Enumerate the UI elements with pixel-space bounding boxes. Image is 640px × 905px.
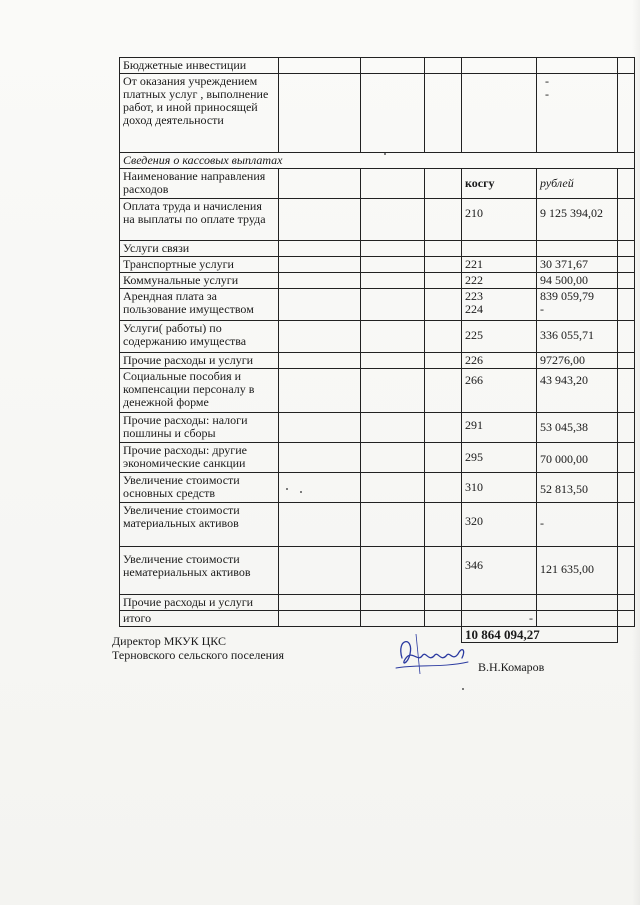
table-row [120,74,635,153]
table-row [120,241,635,257]
signature-name: В.Н.Комаров [478,660,545,674]
row-code: 226 [462,353,537,369]
signature-block [112,634,284,662]
row-value [537,241,618,257]
row-label: Услуги( работы) по содержанию имущества [120,321,279,353]
row-label: Увеличение стоимости нематериальных активов [120,547,279,595]
table-row [120,353,635,369]
table-row [120,595,635,611]
row-code: 210 [462,199,537,241]
row-code [462,289,537,321]
row-label: От оказания учреждением платных услуг , выполнение работ, и иной приносящей доход деятельности [120,74,279,153]
row-value: 43 943,20 [537,369,618,413]
row-value [537,289,618,321]
row-value-a: 839 059,79 [540,289,594,303]
value-dash-2: - [545,87,549,101]
row-code: 222 [462,273,537,289]
row-value: - [537,503,618,547]
signature-title: Директор МКУК ЦКС [112,634,226,648]
section-title-row [120,153,635,169]
row-code: 320 [462,503,537,547]
row-label: Бюджетные инвестиции [120,58,279,74]
row-label: Прочие расходы и услуги [120,353,279,369]
row-label: Увеличение стоимости основных средств [120,473,279,503]
row-code: 221 [462,257,537,273]
row-value [537,595,618,611]
row-value [537,74,618,153]
signature-organization: Терновского сельского поселения [112,648,285,662]
row-value: 30 371,67 [537,257,618,273]
row-value: 121 635,00 [537,547,618,595]
row-code [462,595,537,611]
speck [462,688,464,690]
row-code: 295 [462,443,537,473]
row-code: 225 [462,321,537,353]
row-label: Услуги связи [120,241,279,257]
row-label: Арендная плата за пользование имуществом [120,289,279,321]
row-label: Прочие расходы: налоги пошлины и сборы [120,413,279,443]
row-value: 94 500,00 [537,273,618,289]
table-row [120,289,635,321]
row-code-a: 223 [465,289,483,303]
row-value: 53 045,38 [537,413,618,443]
row-label: Социальные пособия и компенсации персоналу в денежной форме [120,369,279,413]
table-row [120,547,635,595]
row-label: Увеличение стоимости материальных активов [120,503,279,547]
row-value: 9 125 394,02 [537,199,618,241]
handwritten-signature [392,628,472,676]
header-code: косгу [462,169,537,199]
row-label: Оплата труда и начисления на выплаты по оплате труда [120,199,279,241]
table-row [120,199,635,241]
section-title: Сведения о кассовых выплатах [120,153,635,169]
row-value: 70 000,00 [537,443,618,473]
table-row [120,58,635,74]
table-row [120,321,635,353]
row-code-b: 224 [465,302,483,316]
total-dash: - [462,611,537,627]
row-code [462,241,537,257]
table-row [120,503,635,547]
payments-table [119,57,635,643]
row-code: 291 [462,413,537,443]
table-row [120,273,635,289]
header-row [120,169,635,199]
row-value: 336 055,71 [537,321,618,353]
table-row [120,413,635,443]
table-row [120,443,635,473]
row-value [537,58,618,74]
value-dash: - [545,74,549,88]
speck [384,153,386,155]
total-row [120,611,635,627]
total-value: 10 864 094,27 [462,627,618,643]
table-row [120,257,635,273]
row-label: Транспортные услуги [120,257,279,273]
table-row [120,369,635,413]
row-label: Прочие расходы и услуги [120,595,279,611]
speck [300,491,302,493]
row-label: Коммунальные услуги [120,273,279,289]
header-name: Наименование направления расходов [120,169,279,199]
row-value-b: - [540,302,544,316]
row-code: 266 [462,369,537,413]
header-unit: рублей [537,169,618,199]
row-value: 52 813,50 [537,473,618,503]
row-code: 346 [462,547,537,595]
speck [286,488,288,490]
row-value: 97276,00 [537,353,618,369]
row-code: 310 [462,473,537,503]
table-row [120,473,635,503]
row-label: Прочие расходы: другие экономические санкции [120,443,279,473]
total-label: итого [120,611,279,627]
